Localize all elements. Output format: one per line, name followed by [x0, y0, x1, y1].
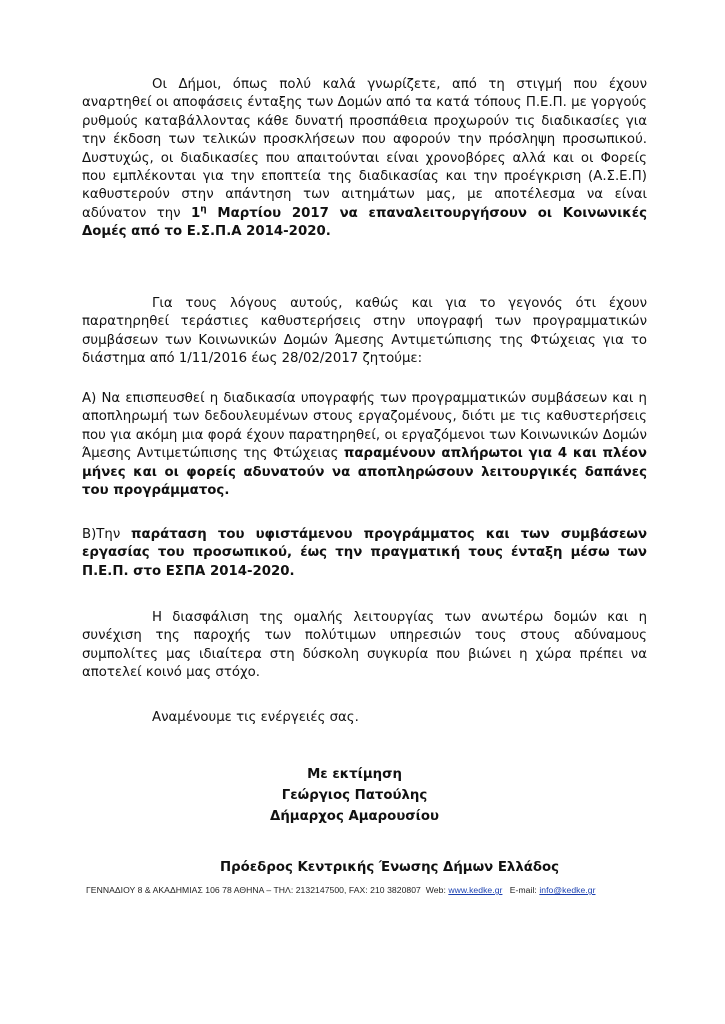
paragraph-2 [82, 295, 647, 369]
footer-web-label: Web: [425, 885, 446, 895]
footer-address: ΓΕΝΝΑΔΙΟΥ 8 & ΑΚΑΔΗΜΙΑΣ 106 78 ΑΘΗΝΑ – ΤΗΛ: 2132147500, FAX: 210 3820807 [86, 885, 421, 895]
paragraph-5 [82, 609, 647, 683]
paragraph-1-text: Οι Δήμοι, όπως πολύ καλά γνωρίζετε, από τη στιγμή που έχουν αναρτηθεί οι αποφάσεις ένταξης των Δομών από τα κατά τόπους Π.Ε.Π. με γοργούς ρυθμούς καταβάλλοντας κάθε δυνατή προσπάθεια προχωρούν τις διαδικασίες για την έκδοση των τελικών προσκλήσεων που αφορούν την πρόσληψη προσωπικού. Δυστυχώς, οι διαδικασίες που απαιτούνται είναι χρονοβόρες αλλά και οι Φορείς που εμπλέκονται για την εποπτεία της διαδικασίας και την προέγκριση (Α.Σ.Ε.Π) καθυστερούν στην απάντηση των αιτημάτων μας, με αποτέλεσμα να είναι αδύνατον την [82, 77, 647, 221]
paragraph-5-text: Η διασφάλιση της ομαλής λειτουργίας των ανωτέρω δομών και η συνέχιση της παροχής των πολύτιμων υπηρεσιών τους στους αδύναμους συμπολίτες μας ιδιαίτερα στη δύσκολη συγκυρία που βιώνει η χώρα πρέπει να αποτελεί κοινό μας στόχο. [82, 610, 647, 681]
request-b-emphasis: παράταση του υφιστάμενου προγράμματος και των συμβάσεων εργασίας του προσωπικού, έως την πραγματική τους ένταξη μέσω των Π.Ε.Π. στο ΕΣΠΑ 2014-2020. [82, 527, 647, 579]
signature-regards: Με εκτίμηση [307, 767, 402, 782]
footer-email-link[interactable]: info@kedke.gr [539, 885, 596, 895]
request-a-text: Α) Να επισπευσθεί η διαδικασία υπογραφής των προγραμματικών συμβάσεων και η αποπληρωμή των δεδουλευμένων στους εργαζομένους, διότι με τις καθυστερήσεις που για ακόμη μια φορά έχουν παρατηρηθεί, οι εργαζόμενοι των Κοινωνικών Δομών Άμεσης Αντιμετώπισης της Φτώχειας [82, 391, 647, 462]
letterhead-footer [86, 885, 596, 895]
date-emphasis-text: Μαρτίου 2017 να επαναλειτουργήσουν οι Κοινωνικές Δομές από το Ε.Σ.Π.Α 2014-2020. [82, 205, 647, 240]
footer-email-label: E-mail: [509, 885, 537, 895]
date-ordinal: η [200, 204, 207, 215]
signature-name: Γεώργιος Πατούλης [281, 788, 428, 803]
date-day: 1 [190, 205, 201, 221]
request-b-text: Β)Την [82, 527, 131, 542]
signature-role: Δήμαρχος Αμαρουσίου [270, 809, 439, 824]
request-a [82, 390, 647, 500]
paragraph-2-text: Για τους λόγους αυτούς, καθώς και για το γεγονός ότι έχουν παρατηρηθεί τεράστιες καθυστερήσεις στην υπογραφή των προγραμματικών συμβάσεων των Κοινωνικών Δομών Άμεσης Αντιμετώπισης της Φτώχειας για το διάστημα από 1/11/2016 έως 28/02/2017 ζητούμε: [82, 296, 647, 367]
signature-president-title: Πρόεδρος Κεντρικής Ένωσης Δήμων Ελλάδος [220, 860, 560, 875]
paragraph-1 [82, 76, 647, 242]
request-a-emphasis: παραμένουν απλήρωτοι για 4 και πλέον μήνες και οι φορείς αδυνατούν να αποπληρώσουν λειτουργικές δαπάνες του προγράμματος. [82, 446, 647, 499]
closing-line: Αναμένουμε τις ενέργειές σας. [152, 710, 359, 725]
footer-web-link[interactable]: www.kedke.gr [448, 885, 503, 895]
request-b [82, 526, 647, 581]
